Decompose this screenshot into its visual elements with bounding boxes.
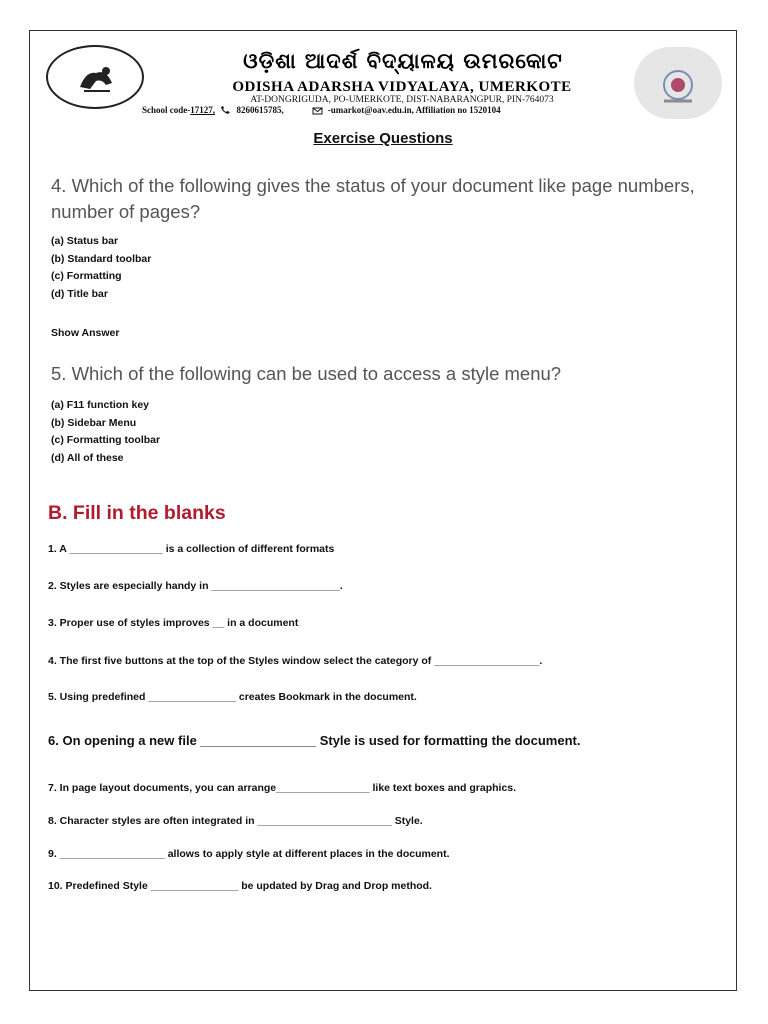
odisha-emblem-logo xyxy=(46,45,144,109)
school-phone: 8260615785, xyxy=(236,105,284,115)
email-icon xyxy=(312,106,323,115)
school-contact-line xyxy=(142,105,662,115)
option-a: (a) Status bar xyxy=(51,235,119,247)
option-b: (b) Standard toolbar xyxy=(51,252,152,265)
show-answer-link[interactable]: Show Answer xyxy=(51,327,120,339)
section-b-heading: B. Fill in the blanks xyxy=(48,502,226,524)
option-d: (d) Title bar xyxy=(51,287,108,300)
question-5: 5. Which of the following can be used to access a style menu? xyxy=(51,363,562,384)
school-code-label: School code- xyxy=(142,105,191,115)
fill-blank-6: 6. On opening a new file ________________ Style is used for formatting the document. xyxy=(48,733,581,748)
school-header xyxy=(42,41,732,133)
phone-icon xyxy=(220,106,231,115)
option-d: (d) All of these xyxy=(51,451,124,464)
fill-blank-5: 5. Using predefined _______________ creates Bookmark in the document. xyxy=(48,691,417,703)
question-4-options xyxy=(51,233,151,303)
school-name-odia: ଓଡ଼ିଶା ଆଦର୍ଶ ବିଦ୍ୟାଳୟ ଉମରକୋଟ xyxy=(243,49,563,73)
school-name: ODISHA ADARSHA VIDYALAYA, UMERKOTE xyxy=(232,79,572,95)
question-5-options xyxy=(51,397,160,467)
worksheet-page xyxy=(29,30,737,991)
option-a: (a) F11 function key xyxy=(51,399,150,411)
fill-blank-2: 2. Styles are especially handy in ______________________. xyxy=(48,580,343,592)
option-c: (c) Formatting xyxy=(51,270,122,282)
fill-blank-4: 4. The first five buttons at the top of the Styles window select the category of __________________. xyxy=(48,655,543,667)
fill-blank-9: 9. __________________ allows to apply style at different places in the document. xyxy=(48,848,450,860)
school-email: -umarkot@oav.edu.in, xyxy=(327,105,414,115)
fill-blank-10: 10. Predefined Style _______________ be updated by Drag and Drop method. xyxy=(48,880,432,892)
fill-blank-1: 1. A ________________ is a collection of different formats xyxy=(48,543,335,555)
school-code: 17127, xyxy=(190,105,215,115)
fill-blank-3: 3. Proper use of styles improves __ in a document xyxy=(48,617,299,629)
option-c: (c) Formatting toolbar xyxy=(51,434,161,446)
option-b: (b) Sidebar Menu xyxy=(51,416,137,429)
question-4: 4. Which of the following gives the status of your document like page numbers, number of pages? xyxy=(51,175,695,222)
fill-blank-8: 8. Character styles are often integrated in _______________________ Style. xyxy=(48,815,423,827)
fill-blank-7: 7. In page layout documents, you can arrange________________ like text boxes and graphics. xyxy=(48,782,517,794)
school-affiliation: Affiliation no 1520104 xyxy=(415,105,501,115)
oav-vidyalaya-logo xyxy=(634,47,722,119)
exercise-title: Exercise Questions xyxy=(313,130,453,147)
school-address: AT-DONGRIGUDA, PO-UMERKOTE, DIST-NABARANGPUR, PIN-764073 xyxy=(250,95,554,105)
